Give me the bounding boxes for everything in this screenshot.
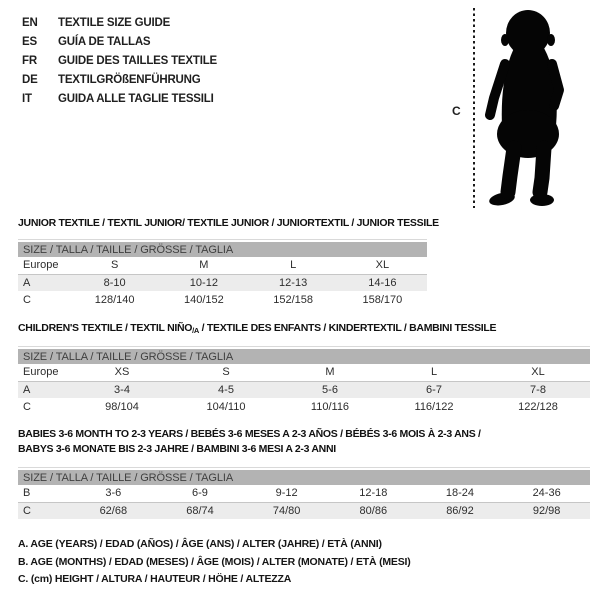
- lang-label: GUÍA DE TALLAS: [58, 36, 151, 48]
- size-header-label: SIZE / TALLA / TAILLE / GRÖSSE / TAGLIA: [18, 470, 590, 485]
- measure-c-label: C: [452, 104, 461, 118]
- table-row-height: [18, 291, 427, 308]
- cell: 12-13: [249, 274, 338, 291]
- cell: 128/140: [94, 293, 135, 306]
- cell: 140/152: [183, 293, 224, 306]
- row-label: B: [23, 487, 31, 500]
- lang-label: TEXTILE SIZE GUIDE: [58, 17, 171, 29]
- cell: 14-16: [338, 274, 427, 291]
- lang-label: GUIDA ALLE TAGLIE TESSILI: [58, 93, 214, 105]
- title-subscript: /A: [192, 326, 200, 335]
- cell: L: [430, 366, 438, 379]
- cell: 122/128: [518, 400, 558, 413]
- cell: XL: [375, 259, 390, 272]
- table-row-height: [18, 502, 590, 519]
- cell: S: [110, 259, 119, 272]
- cell: 86/92: [417, 502, 504, 519]
- cell: XL: [531, 366, 545, 379]
- title-pre: CHILDREN'S TEXTILE / TEXTIL NIÑO: [18, 322, 193, 334]
- table-row-europe: [18, 364, 590, 381]
- lang-code: FR: [22, 55, 37, 67]
- height-measure-dashed-line: [472, 8, 476, 208]
- cell: 24-36: [532, 487, 561, 500]
- table-topline: [18, 467, 590, 468]
- lang-row-es: [22, 33, 217, 52]
- cell: 3-4: [70, 381, 174, 398]
- children-size-table: [18, 349, 590, 415]
- footnote-b: B. AGE (MONTHS) / EDAD (MESES) / ÂGE (MOIS) / ALTER (MONATE) / ETÀ (MESI): [18, 555, 411, 568]
- cell: 152/158: [273, 293, 313, 306]
- cell: 158/170: [362, 293, 403, 306]
- cell: 7-8: [486, 381, 590, 398]
- babies-section-title: [18, 427, 590, 457]
- row-label: C: [18, 502, 70, 519]
- footnote-a: A. AGE (YEARS) / EDAD (AÑOS) / ÂGE (ANS) / ALTER (JAHRE) / ETÀ (ANNI): [18, 538, 382, 550]
- babies-size-table: [18, 470, 590, 519]
- size-header-bar: [18, 242, 427, 257]
- table-row-europe: [18, 257, 427, 274]
- cell: 116/122: [414, 400, 454, 413]
- lang-code: IT: [22, 93, 32, 105]
- table-row-age: [18, 274, 427, 291]
- junior-size-table: [18, 242, 427, 308]
- row-label: C: [23, 400, 31, 413]
- cell: 8-10: [70, 274, 159, 291]
- cell: 3-6: [105, 487, 122, 500]
- babies-title-line1: BABIES 3-6 MONTH TO 2-3 YEARS / BEBÉS 3-6 MESES A 2-3 AÑOS / BÉBÉS 3-6 MOIS À 2-3 ANS /: [18, 428, 481, 440]
- cell: 98/104: [105, 400, 139, 413]
- cell: 5-6: [278, 381, 382, 398]
- size-header-bar: [18, 349, 590, 364]
- baby-silhouette-icon: [481, 8, 571, 210]
- junior-section-title: JUNIOR TEXTILE / TEXTIL JUNIOR/ TEXTILE JUNIOR / JUNIORTEXTIL / JUNIOR TESSILE: [18, 217, 439, 229]
- cell: 6-9: [192, 487, 208, 500]
- cell: M: [199, 259, 209, 272]
- lang-code: ES: [22, 36, 37, 48]
- lang-row-de: [22, 71, 217, 90]
- row-label: Europe: [23, 259, 59, 272]
- cell: 68/74: [157, 502, 244, 519]
- cell: 9-12: [275, 487, 298, 500]
- babies-section: [18, 427, 590, 519]
- cell: 12-18: [359, 487, 388, 500]
- lang-code: DE: [22, 74, 38, 86]
- cell: 4-5: [174, 381, 278, 398]
- lang-row-fr: [22, 52, 217, 71]
- lang-row-en: [22, 14, 217, 33]
- cell: 104/110: [206, 400, 246, 413]
- size-header-label: SIZE / TALLA / TAILLE / GRÖSSE / TAGLIA: [18, 349, 590, 364]
- children-section: [18, 322, 590, 415]
- lang-label: GUIDE DES TAILLES TEXTILE: [58, 55, 217, 67]
- cell: M: [325, 366, 335, 379]
- cell: 74/80: [243, 502, 330, 519]
- lang-code: EN: [22, 17, 38, 29]
- language-title-block: [22, 14, 217, 109]
- babies-title-line2: BABYS 3-6 MONATE BIS 2-3 JAHRE / BAMBINI 3-6 MESI A 2-3 ANNI: [18, 443, 336, 455]
- cell: 10-12: [159, 274, 248, 291]
- lang-row-it: [22, 90, 217, 109]
- footnotes-block: [18, 536, 411, 589]
- size-header-label: SIZE / TALLA / TAILLE / GRÖSSE / TAGLIA: [18, 242, 427, 257]
- table-row-months: [18, 485, 590, 502]
- cell: XS: [114, 366, 130, 379]
- cell: 18-24: [445, 487, 475, 500]
- table-topline: [18, 239, 427, 240]
- row-label: Europe: [23, 366, 59, 379]
- row-label: A: [18, 274, 70, 291]
- cell: 6-7: [382, 381, 486, 398]
- children-section-title: [18, 322, 590, 337]
- size-header-bar: [18, 470, 590, 485]
- lang-label: TEXTILGRÖßENFÜHRUNG: [58, 74, 201, 86]
- cell: S: [222, 366, 230, 379]
- row-label: A: [18, 381, 70, 398]
- title-post: / TEXTILE DES ENFANTS / KINDERTEXTIL / BAMBINI TESSILE: [199, 322, 497, 334]
- footnote-c: C. (cm) HEIGHT / ALTURA / HAUTEUR / HÖHE / ALTEZZA: [18, 573, 292, 585]
- height-measure-figure: [448, 0, 600, 215]
- cell: 92/98: [503, 502, 590, 519]
- junior-section: [18, 217, 439, 308]
- row-label: C: [23, 293, 31, 306]
- table-topline: [18, 346, 590, 347]
- table-row-age: [18, 381, 590, 398]
- table-row-height: [18, 398, 590, 415]
- cell: 80/86: [330, 502, 417, 519]
- cell: 62/68: [70, 502, 157, 519]
- cell: 110/116: [310, 400, 350, 413]
- cell: L: [290, 259, 297, 272]
